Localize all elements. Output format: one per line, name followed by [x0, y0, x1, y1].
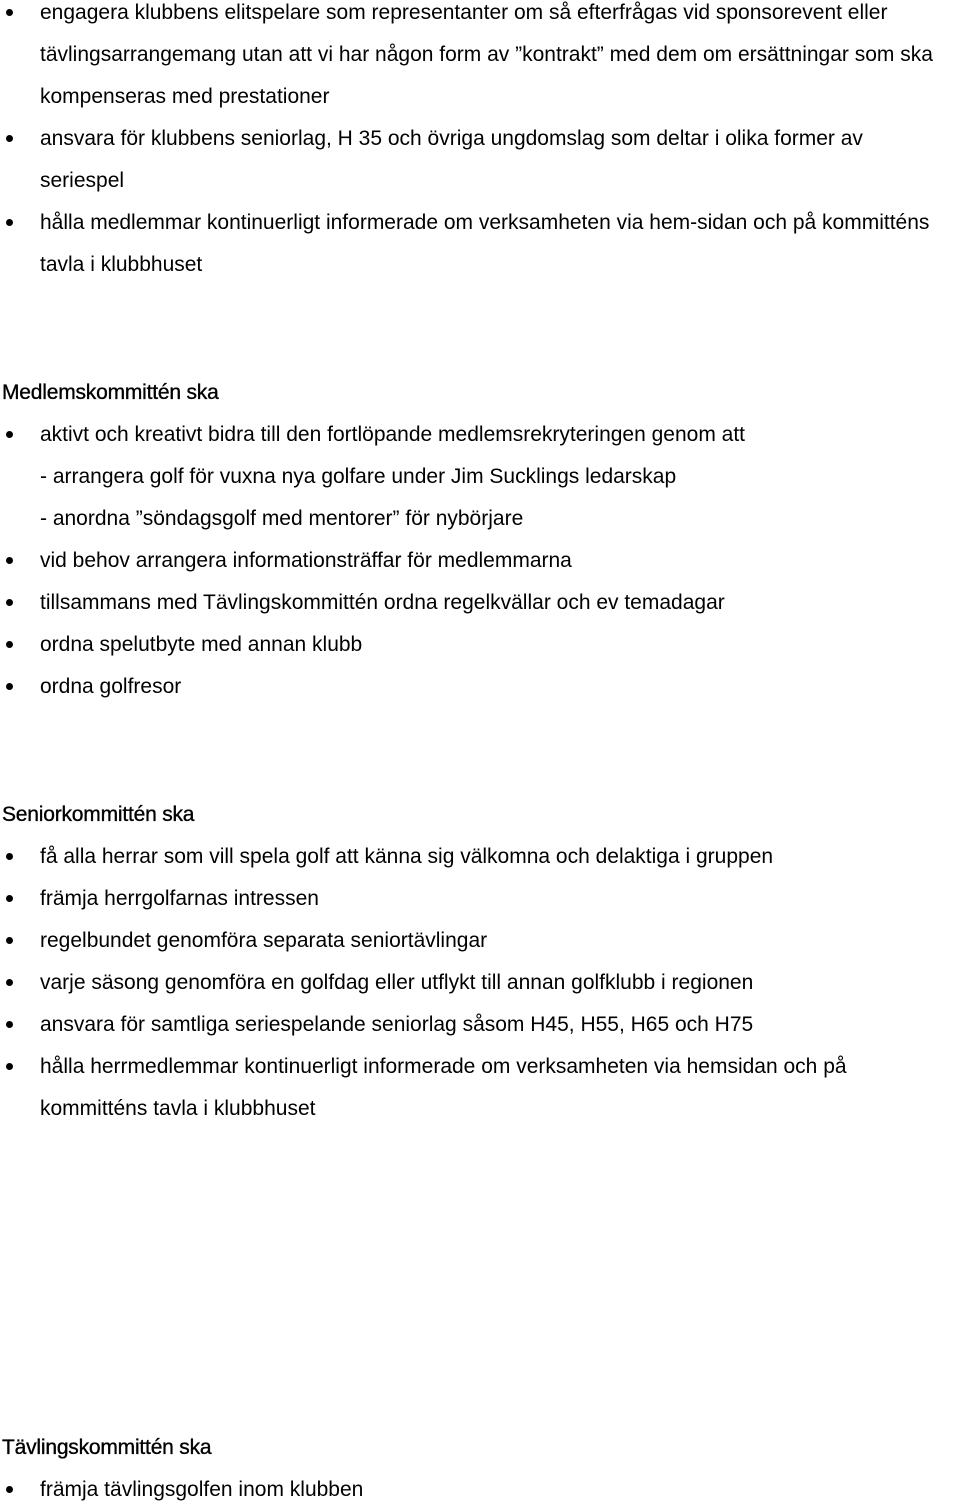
- bullet-icon: [6, 135, 13, 142]
- bullet-icon: [6, 599, 13, 606]
- sub-list-item: [0, 456, 960, 498]
- bullet-icon: [6, 431, 13, 438]
- tavling-bullet-list: [0, 1469, 960, 1511]
- medlems-bullet-list: [0, 414, 960, 708]
- bullet-icon: [6, 1021, 13, 1028]
- list-item: [0, 414, 960, 456]
- list-item-text: främja herrgolfarnas intressen: [40, 887, 319, 910]
- list-item: [0, 624, 960, 666]
- bullet-icon: [6, 979, 13, 986]
- list-item: [0, 202, 960, 286]
- list-item-text: varje säsong genomföra en golfdag eller utflykt till annan golfklubb i regionen: [40, 971, 754, 994]
- bullet-icon: [6, 9, 13, 16]
- bullet-icon: [6, 1063, 13, 1070]
- medlemskommitten-section: [0, 372, 960, 708]
- top-list-section: [0, 0, 960, 286]
- bullet-icon: [6, 683, 13, 690]
- list-item-text: få alla herrar som vill spela golf att känna sig välkomna och delaktiga i gruppen: [40, 845, 774, 868]
- tavlingskommitten-section: [0, 1427, 960, 1511]
- list-item: [0, 962, 960, 1004]
- list-item: [0, 582, 960, 624]
- list-item: [0, 540, 960, 582]
- bullet-icon: [6, 219, 13, 226]
- bullet-icon: [6, 1486, 13, 1493]
- list-item: [0, 1046, 960, 1130]
- list-item-text: ansvara för samtliga seriespelande seniorlag såsom H45, H55, H65 och H75: [40, 1013, 754, 1036]
- bullet-icon: [6, 557, 13, 564]
- list-item-text: främja tävlingsgolfen inom klubben: [40, 1478, 364, 1501]
- list-item: [0, 666, 960, 708]
- list-item: [0, 920, 960, 962]
- list-item-text: regelbundet genomföra separata seniortävlingar: [40, 929, 488, 952]
- list-item-text: vid behov arrangera informationsträffar för medlemmarna: [40, 549, 572, 572]
- list-item: [0, 0, 960, 118]
- list-item: [0, 878, 960, 920]
- list-item: [0, 1469, 960, 1511]
- sub-item-text: - anordna ”söndagsgolf med mentorer” för nybörjare: [40, 507, 524, 530]
- list-item-text: ordna spelutbyte med annan klubb: [40, 633, 363, 656]
- sub-list-item: [0, 498, 960, 540]
- bullet-icon: [6, 853, 13, 860]
- seniorkommitten-section: [0, 794, 960, 1130]
- list-item-text: hålla medlemmar kontinuerligt informerade om verksamheten via hem-sidan och på kommitténs tavla i klubbhuset: [40, 211, 930, 276]
- sub-item-text: - arrangera golf för vuxna nya golfare under Jim Sucklings ledarskap: [40, 465, 677, 488]
- list-item-text: aktivt och kreativt bidra till den fortlöpande medlemsrekryteringen genom att: [40, 423, 746, 446]
- section-heading: Medlemskommittén ska: [2, 381, 219, 404]
- list-item-text: engagera klubbens elitspelare som representanter om så efterfrågas vid sponsorevent eller tävlingsarrangemang utan att vi har någon form av ”kontrakt” med dem om ersättningar som ska kompenseras med prestationer: [40, 1, 933, 108]
- section-heading: Tävlingskommittén ska: [2, 1436, 212, 1459]
- senior-bullet-list: [0, 836, 960, 1130]
- section-heading: Seniorkommittén ska: [2, 803, 195, 826]
- top-bullet-list: [0, 0, 960, 286]
- list-item-text: hålla herrmedlemmar kontinuerligt informerade om verksamheten via hemsidan och på kommitténs tavla i klubbhuset: [40, 1055, 847, 1120]
- list-item: [0, 1004, 960, 1046]
- list-item-text: ansvara för klubbens seniorlag, H 35 och övriga ungdomslag som deltar i olika former av seriespel: [40, 127, 863, 192]
- list-item: [0, 118, 960, 202]
- list-item: [0, 836, 960, 878]
- bullet-icon: [6, 641, 13, 648]
- bullet-icon: [6, 937, 13, 944]
- list-item-text: ordna golfresor: [40, 675, 182, 698]
- list-item-text: tillsammans med Tävlingskommittén ordna regelkvällar och ev temadagar: [40, 591, 725, 614]
- bullet-icon: [6, 895, 13, 902]
